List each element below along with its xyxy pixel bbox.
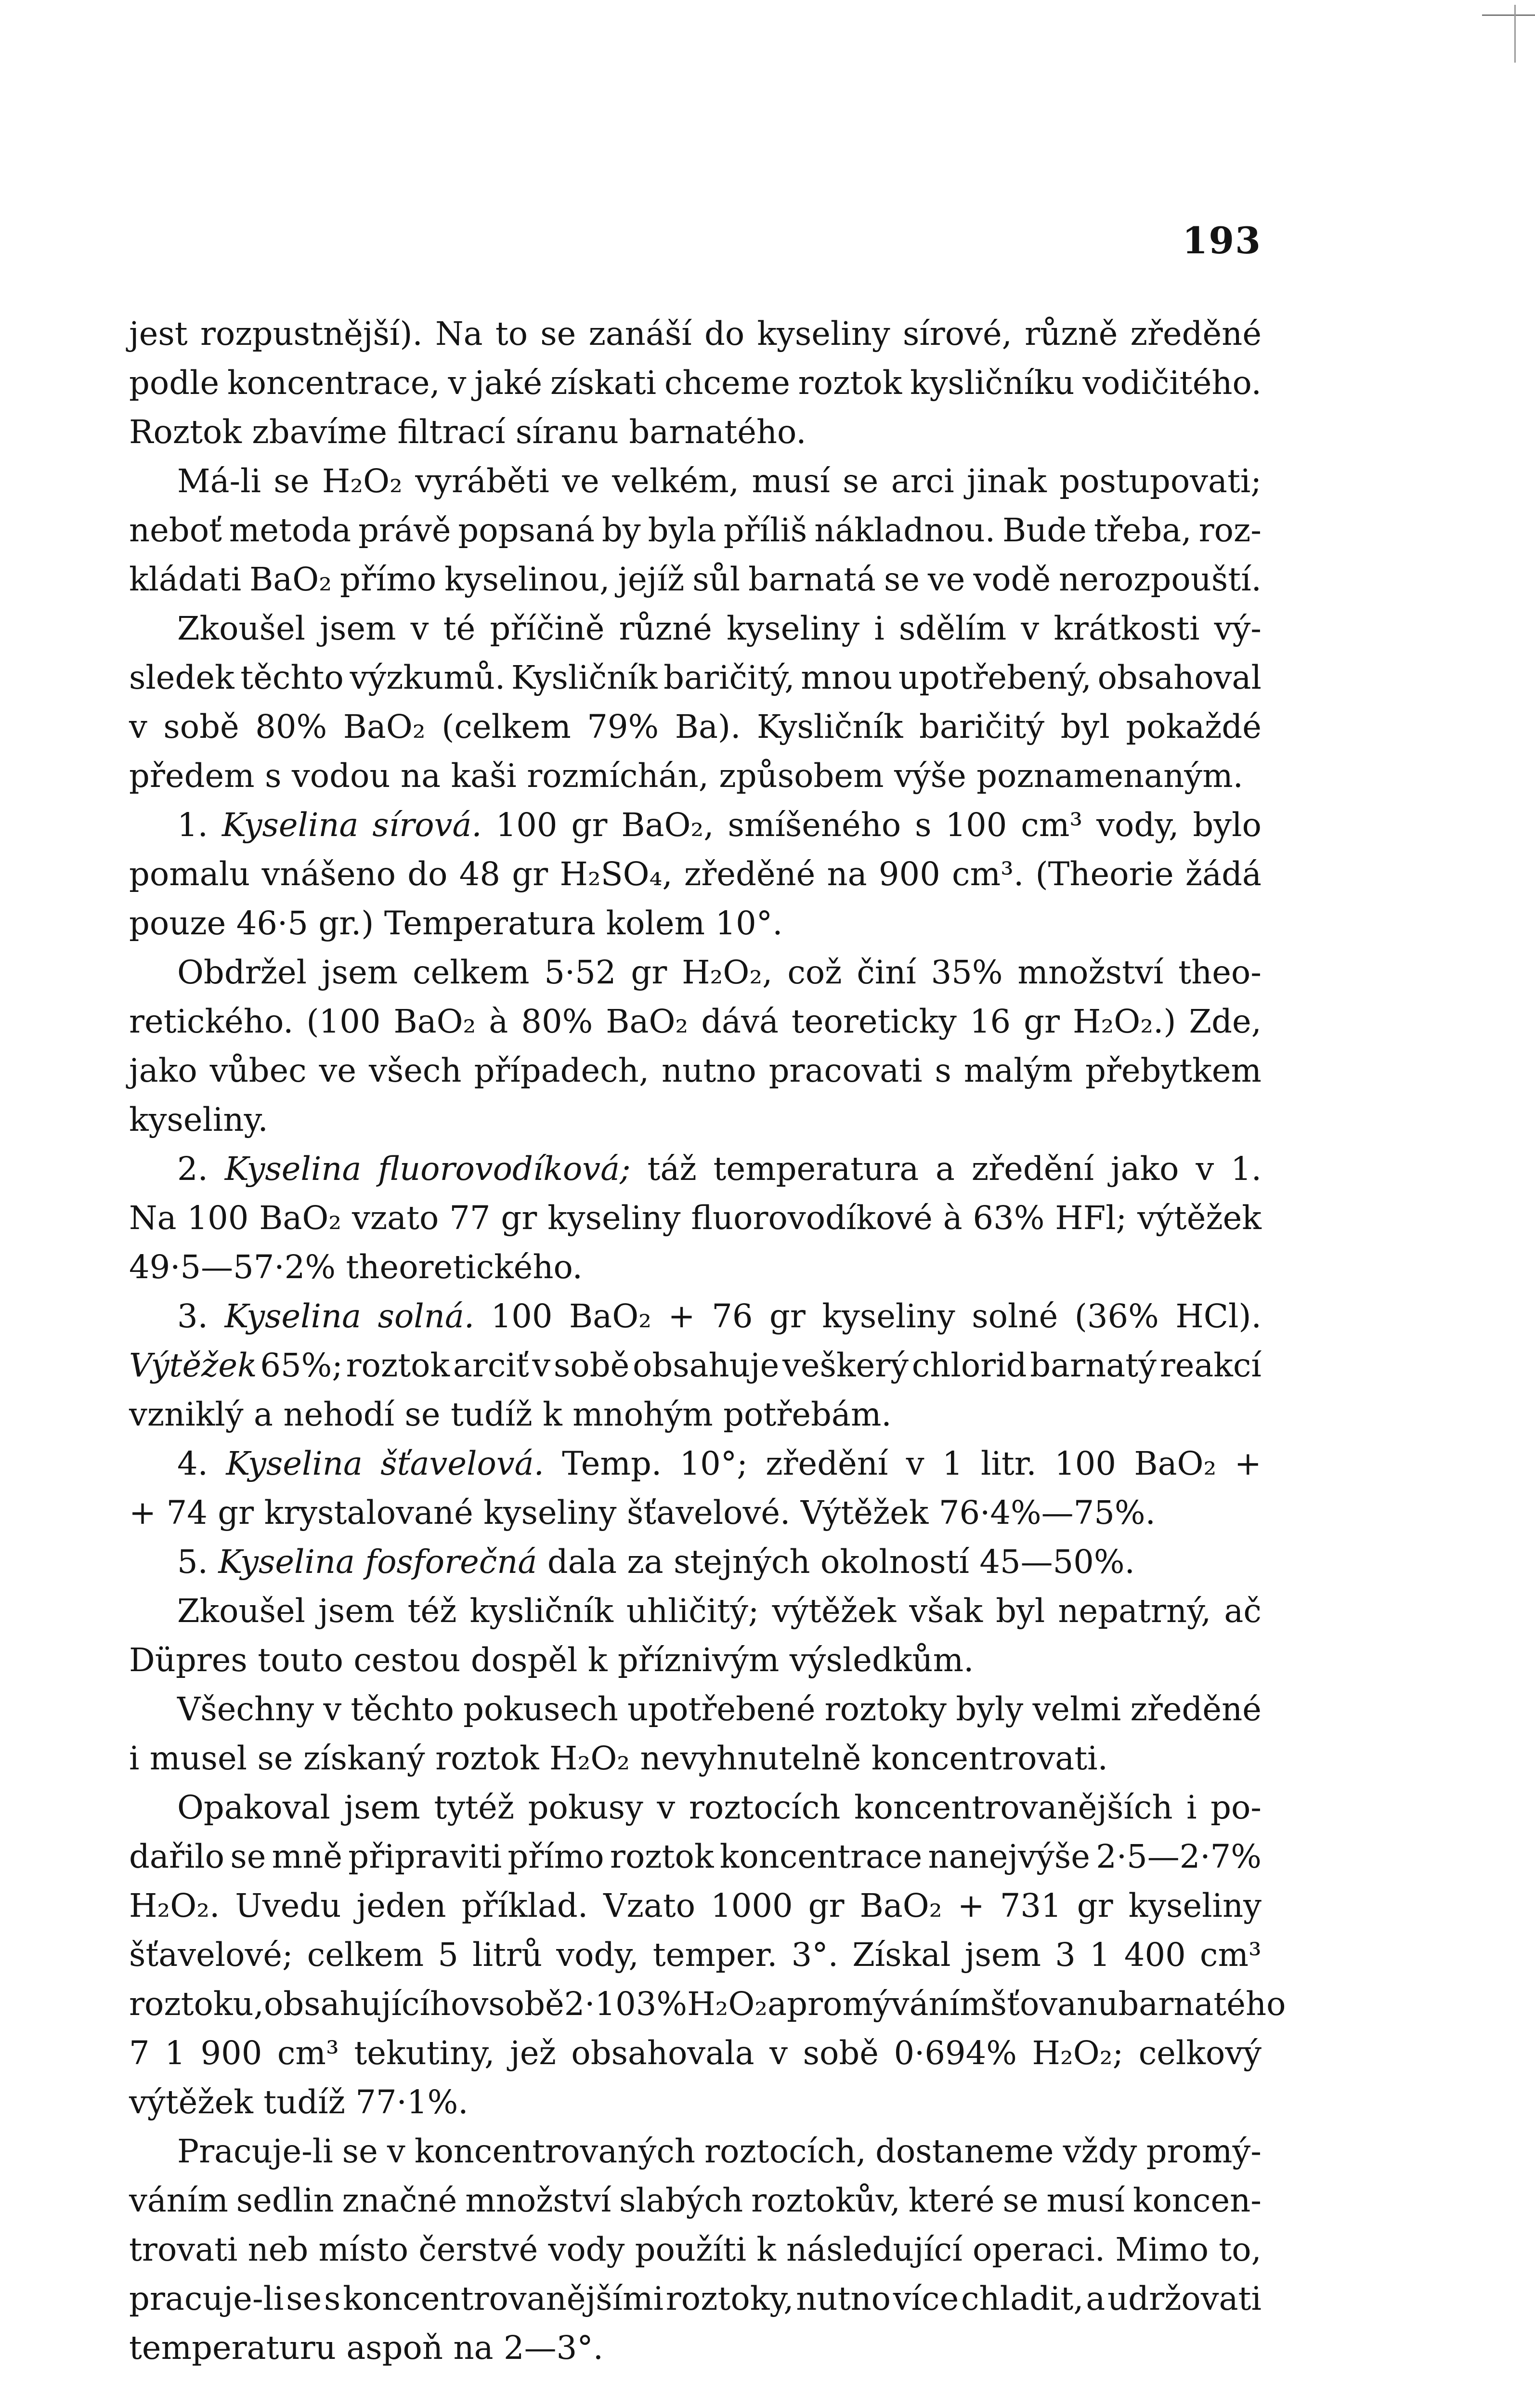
text-line: 49·5—57·2% theoretického.	[129, 1248, 583, 1286]
text-line: pomalu vnášeno do 48 gr H₂SO₄, zředěné na 900 cm³. (Theorie žádá	[129, 855, 1262, 893]
text-line: H₂O₂. Uvedu jeden příklad. Vzato 1000 gr BaO₂ + 731 gr kyseliny	[129, 1887, 1262, 1924]
text-line: Má-li se H₂O₂ vyráběti ve velkém, musí se arci jinak postupovati;	[177, 462, 1262, 500]
text-line: kyseliny.	[129, 1101, 268, 1139]
text-line: i musel se získaný roztok H₂O₂ nevyhnutelně koncentrovati.	[129, 1740, 1108, 1777]
text-line: kládati BaO₂ přímo kyselinou, jejíž sůl barnatá se ve vodě nerozpouští.	[129, 561, 1262, 598]
text-line: Všechny v těchto pokusech upotřebené roztoky byly velmi zředěné	[177, 1690, 1262, 1728]
text-line: Zkoušel jsem v té příčině různé kyseliny i sdělím v krátkosti vý-	[177, 610, 1262, 647]
text-line: trovati neb místo čerstvé vody použíti k následující operaci. Mimo to,	[129, 2231, 1262, 2268]
text-line: váním sedlin značné množství slabých roztokův, které se musí koncen-	[129, 2182, 1262, 2219]
text-line: Opakoval jsem tytéž pokusy v roztocích koncentrovanějších i po-	[177, 1789, 1262, 1826]
text-line: jako vůbec ve všech případech, nutno pracovati s malým přebytkem	[129, 1052, 1262, 1089]
body-text	[129, 309, 1286, 2372]
text-line: 1. Kyselina sírová. 100 gr BaO₂, smíšeného s 100 cm³ vody, bylo	[177, 806, 1262, 844]
text-line: Pracuje-li se v koncentrovaných roztocích, dostaneme vždy promý-	[177, 2133, 1262, 2170]
scan-edge-mark	[1482, 0, 1535, 16]
text-line: Obdržel jsem celkem 5·52 gr H₂O₂, což činí 35% množství theo-	[177, 954, 1262, 991]
text-line: pouze 46·5 gr.) Temperatura kolem 10°.	[129, 904, 783, 942]
text-line: Výtěžek 65%; roztok arciť v sobě obsahuje veškerý chlorid barnatý reakcí	[129, 1347, 1262, 1384]
text-line: dařilo se mně připraviti přímo roztok koncentrace nanejvýše 2·5—2·7%	[129, 1838, 1262, 1875]
scan-edge-line	[1514, 5, 1516, 63]
text-line: roztoku, obsahujícího v sobě 2·103% H₂O₂ a promýváním šťovanu barnatého	[129, 1985, 1286, 2023]
text-line: Düpres touto cestou dospěl k příznivým výsledkům.	[129, 1641, 974, 1679]
text-line: vzniklý a nehodí se tudíž k mnohým potřebám.	[129, 1396, 892, 1433]
text-line: pracuje-li se s koncentrovanějšími roztoky, nutno více chladit, a udržovati	[129, 2280, 1262, 2317]
text-line: Na 100 BaO₂ vzato 77 gr kyseliny fluorovodíkové à 63% HFl; výtěžek	[129, 1199, 1262, 1237]
text-line: šťavelové; celkem 5 litrů vody, temper. 3°. Získal jsem 3 1 400 cm³	[129, 1936, 1262, 1974]
page-number: 193	[1182, 219, 1262, 262]
text-line: 3. Kyselina solná. 100 BaO₂ + 76 gr kyseliny solné (36% HCl).	[177, 1297, 1262, 1335]
text-line: podle koncentrace, v jaké získati chceme roztok kysličníku vodičitého.	[129, 364, 1262, 402]
text-line: předem s vodou na kaši rozmíchán, způsobem výše poznamenaným.	[129, 757, 1243, 795]
text-line: neboť metoda právě popsaná by byla příliš nákladnou. Bude třeba, roz-	[129, 511, 1262, 549]
text-line: temperaturu aspoň na 2—3°.	[129, 2329, 604, 2367]
text-line: sledek těchto výzkumů. Kysličník baričitý, mnou upotřebený, obsahoval	[129, 659, 1262, 696]
text-line: v sobě 80% BaO₂ (celkem 79% Ba). Kysličník baričitý byl pokaždé	[129, 708, 1262, 746]
text-line: jest rozpustnější). Na to se zanáší do kyseliny sírové, různě zředěné	[129, 315, 1262, 353]
text-line: výtěžek tudíž 77·1%.	[129, 2083, 468, 2121]
text-line: Zkoušel jsem též kysličník uhličitý; výtěžek však byl nepatrný, ač	[177, 1592, 1262, 1630]
text-line: 4. Kyselina šťavelová. Temp. 10°; zředění v 1 litr. 100 BaO₂ +	[177, 1445, 1262, 1482]
text-line: 7 1 900 cm³ tekutiny, jež obsahovala v sobě 0·694% H₂O₂; celkový	[129, 2034, 1262, 2072]
text-line: 2. Kyselina fluorovodíková; táž temperatura a zředění jako v 1.	[177, 1150, 1262, 1188]
text-line: + 74 gr krystalované kyseliny šťavelové. Výtěžek 76·4%—75%.	[129, 1494, 1156, 1531]
text-line: retického. (100 BaO₂ à 80% BaO₂ dává teoreticky 16 gr H₂O₂.) Zde,	[129, 1003, 1262, 1040]
text-line: Roztok zbavíme filtrací síranu barnatého.	[129, 413, 807, 451]
text-line: 5. Kyselina fosforečná dala za stejných okolností 45—50%.	[177, 1543, 1135, 1581]
